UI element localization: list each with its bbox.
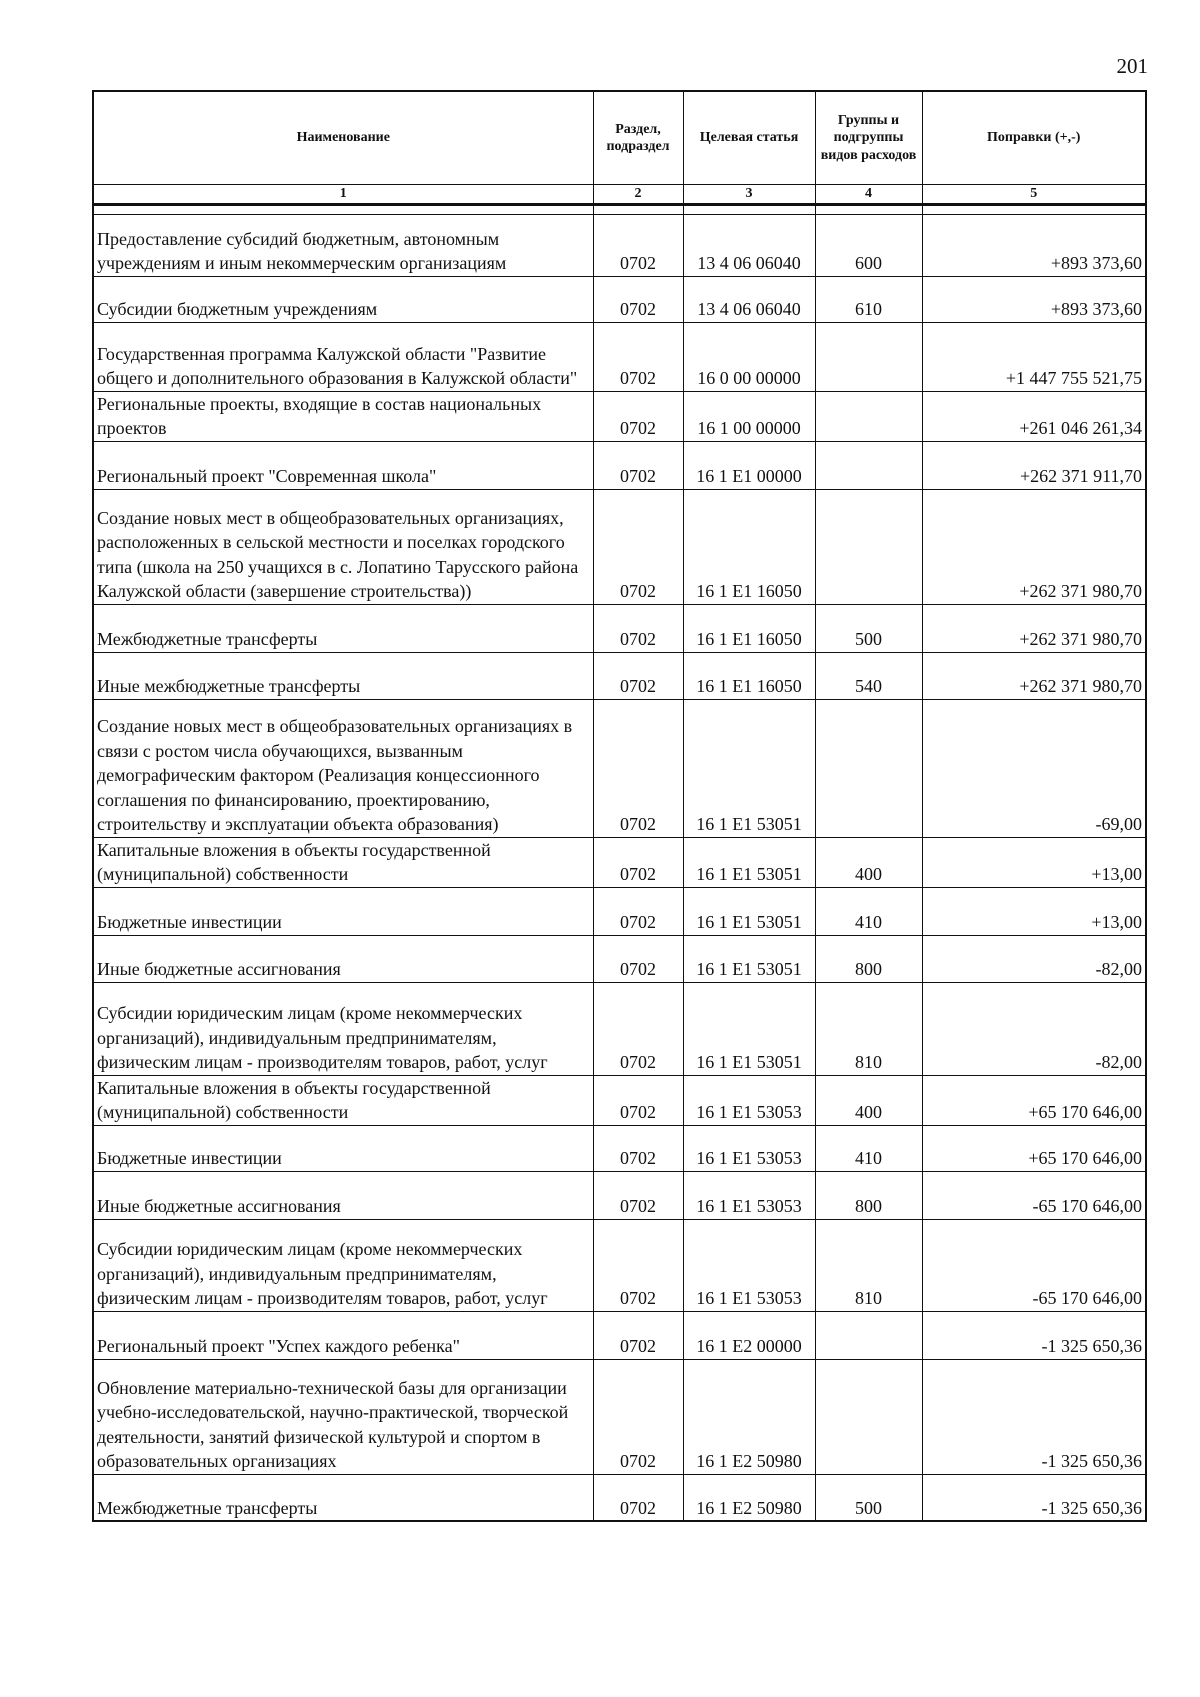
row-section: 0702 bbox=[593, 1359, 683, 1474]
table-row bbox=[93, 1125, 1146, 1171]
table-row bbox=[93, 322, 1146, 391]
row-amount: +261 046 261,34 bbox=[922, 391, 1146, 441]
row-group: 800 bbox=[815, 1171, 922, 1219]
row-amount: -1 325 650,36 bbox=[922, 1474, 1146, 1521]
row-group: 800 bbox=[815, 935, 922, 982]
row-amount: +65 170 646,00 bbox=[922, 1125, 1146, 1171]
row-article: 16 1 E1 53051 bbox=[683, 837, 815, 887]
row-amount: +893 373,60 bbox=[922, 214, 1146, 276]
table-row bbox=[93, 935, 1146, 982]
row-article: 16 0 00 00000 bbox=[683, 322, 815, 391]
row-group: 410 bbox=[815, 887, 922, 935]
table-row bbox=[93, 441, 1146, 489]
row-name: Межбюджетные трансферты bbox=[93, 604, 593, 652]
row-article: 16 1 E1 53051 bbox=[683, 935, 815, 982]
row-article: 16 1 E2 00000 bbox=[683, 1311, 815, 1359]
row-amount: +262 371 980,70 bbox=[922, 489, 1146, 604]
row-group bbox=[815, 441, 922, 489]
row-section: 0702 bbox=[593, 699, 683, 837]
row-group bbox=[815, 489, 922, 604]
row-group bbox=[815, 322, 922, 391]
table-row bbox=[93, 489, 1146, 604]
row-name: Бюджетные инвестиции bbox=[93, 887, 593, 935]
row-section: 0702 bbox=[593, 1125, 683, 1171]
row-amount: -82,00 bbox=[922, 982, 1146, 1075]
row-amount: -65 170 646,00 bbox=[922, 1219, 1146, 1311]
row-section: 0702 bbox=[593, 935, 683, 982]
row-group bbox=[815, 699, 922, 837]
row-article: 16 1 00 00000 bbox=[683, 391, 815, 441]
table-row bbox=[93, 1219, 1146, 1311]
table-row bbox=[93, 1311, 1146, 1359]
row-name: Бюджетные инвестиции bbox=[93, 1125, 593, 1171]
row-section: 0702 bbox=[593, 652, 683, 699]
row-section: 0702 bbox=[593, 322, 683, 391]
column-number: 5 bbox=[922, 185, 1146, 205]
column-number: 4 bbox=[815, 185, 922, 205]
row-amount: -65 170 646,00 bbox=[922, 1171, 1146, 1219]
row-group: 400 bbox=[815, 1075, 922, 1125]
row-section: 0702 bbox=[593, 604, 683, 652]
row-name: Обновление материально-технической базы для организации учебно-исследовательской, научно-практической, творческой деятельности, занятий физической культурой и спортом в образовательных организациях bbox=[93, 1359, 593, 1474]
column-number-row bbox=[93, 185, 1146, 205]
row-section: 0702 bbox=[593, 1075, 683, 1125]
budget-amendments-table bbox=[92, 90, 1147, 1522]
table-row bbox=[93, 214, 1146, 276]
column-number: 1 bbox=[93, 185, 593, 205]
table-row bbox=[93, 1075, 1146, 1125]
row-article: 13 4 06 06040 bbox=[683, 214, 815, 276]
row-group: 810 bbox=[815, 982, 922, 1075]
row-amount: -69,00 bbox=[922, 699, 1146, 837]
row-group: 500 bbox=[815, 604, 922, 652]
row-amount: +262 371 980,70 bbox=[922, 604, 1146, 652]
row-group: 500 bbox=[815, 1474, 922, 1521]
row-section: 0702 bbox=[593, 837, 683, 887]
header-article: Целевая статья bbox=[683, 91, 815, 185]
table-header-row bbox=[93, 91, 1146, 185]
row-name: Иные межбюджетные трансферты bbox=[93, 652, 593, 699]
row-amount: +262 371 980,70 bbox=[922, 652, 1146, 699]
row-name: Государственная программа Калужской области "Развитие общего и дополнительного образования в Калужской области" bbox=[93, 322, 593, 391]
row-group: 600 bbox=[815, 214, 922, 276]
row-article: 16 1 E1 00000 bbox=[683, 441, 815, 489]
row-name: Иные бюджетные ассигнования bbox=[93, 935, 593, 982]
row-name: Субсидии бюджетным учреждениям bbox=[93, 276, 593, 322]
row-amount: +262 371 911,70 bbox=[922, 441, 1146, 489]
row-article: 13 4 06 06040 bbox=[683, 276, 815, 322]
row-amount: +65 170 646,00 bbox=[922, 1075, 1146, 1125]
header-groups: Группы и подгруппы видов расходов bbox=[815, 91, 922, 185]
row-article: 16 1 E1 53051 bbox=[683, 982, 815, 1075]
row-name: Региональный проект "Успех каждого ребенка" bbox=[93, 1311, 593, 1359]
row-group bbox=[815, 391, 922, 441]
row-amount: +1 447 755 521,75 bbox=[922, 322, 1146, 391]
row-article: 16 1 E2 50980 bbox=[683, 1359, 815, 1474]
row-section: 0702 bbox=[593, 214, 683, 276]
row-name: Создание новых мест в общеобразовательных организациях, расположенных в сельской местности и поселках городского типа (школа на 250 учащихся в с. Лопатино Тарусского района Калужской области (завершение строительства)) bbox=[93, 489, 593, 604]
row-name: Субсидии юридическим лицам (кроме некоммерческих организаций), индивидуальным предпринимателям, физическим лицам - производителям товаров, работ, услуг bbox=[93, 982, 593, 1075]
row-amount: -1 325 650,36 bbox=[922, 1311, 1146, 1359]
row-article: 16 1 E2 50980 bbox=[683, 1474, 815, 1521]
table-row bbox=[93, 1474, 1146, 1521]
row-amount: +13,00 bbox=[922, 887, 1146, 935]
row-section: 0702 bbox=[593, 441, 683, 489]
row-section: 0702 bbox=[593, 1219, 683, 1311]
row-article: 16 1 E1 53053 bbox=[683, 1125, 815, 1171]
table-row bbox=[93, 982, 1146, 1075]
row-name: Региональный проект "Современная школа" bbox=[93, 441, 593, 489]
table-row bbox=[93, 837, 1146, 887]
row-name: Создание новых мест в общеобразовательных организациях в связи с ростом числа обучающихся, вызванным демографическим фактором (Реализация концессионного соглашения по финансированию, проектированию, строительству и эксплуатации объекта образования) bbox=[93, 699, 593, 837]
row-group: 810 bbox=[815, 1219, 922, 1311]
table-row bbox=[93, 604, 1146, 652]
row-section: 0702 bbox=[593, 276, 683, 322]
row-name: Региональные проекты, входящие в состав национальных проектов bbox=[93, 391, 593, 441]
row-article: 16 1 E1 53053 bbox=[683, 1219, 815, 1311]
row-section: 0702 bbox=[593, 887, 683, 935]
row-article: 16 1 E1 16050 bbox=[683, 652, 815, 699]
table-row bbox=[93, 276, 1146, 322]
row-article: 16 1 E1 16050 bbox=[683, 604, 815, 652]
row-amount: +13,00 bbox=[922, 837, 1146, 887]
row-name: Иные бюджетные ассигнования bbox=[93, 1171, 593, 1219]
row-group: 400 bbox=[815, 837, 922, 887]
row-group bbox=[815, 1359, 922, 1474]
row-section: 0702 bbox=[593, 489, 683, 604]
row-name: Субсидии юридическим лицам (кроме некоммерческих организаций), индивидуальным предпринимателям, физическим лицам - производителям товаров, работ, услуг bbox=[93, 1219, 593, 1311]
column-number: 3 bbox=[683, 185, 815, 205]
header-section: Раздел, подраздел bbox=[593, 91, 683, 185]
table-row bbox=[93, 652, 1146, 699]
header-name: Наименование bbox=[93, 91, 593, 185]
page-number: 201 bbox=[1116, 54, 1148, 78]
row-amount: +893 373,60 bbox=[922, 276, 1146, 322]
header-amendments: Поправки (+,-) bbox=[922, 91, 1146, 185]
column-number: 2 bbox=[593, 185, 683, 205]
row-name: Капитальные вложения в объекты государственной (муниципальной) собственности bbox=[93, 1075, 593, 1125]
table-row bbox=[93, 699, 1146, 837]
row-section: 0702 bbox=[593, 1171, 683, 1219]
table-row bbox=[93, 391, 1146, 441]
row-group: 610 bbox=[815, 276, 922, 322]
table-row bbox=[93, 1171, 1146, 1219]
row-name: Межбюджетные трансферты bbox=[93, 1474, 593, 1521]
row-amount: -1 325 650,36 bbox=[922, 1359, 1146, 1474]
row-section: 0702 bbox=[593, 982, 683, 1075]
row-section: 0702 bbox=[593, 1474, 683, 1521]
row-group: 540 bbox=[815, 652, 922, 699]
row-article: 16 1 E1 53051 bbox=[683, 699, 815, 837]
row-article: 16 1 E1 53053 bbox=[683, 1075, 815, 1125]
row-name: Капитальные вложения в объекты государственной (муниципальной) собственности bbox=[93, 837, 593, 887]
row-group bbox=[815, 1311, 922, 1359]
row-article: 16 1 E1 53053 bbox=[683, 1171, 815, 1219]
row-name: Предоставление субсидий бюджетным, автономным учреждениям и иным некоммерческим организациям bbox=[93, 214, 593, 276]
row-section: 0702 bbox=[593, 391, 683, 441]
row-section: 0702 bbox=[593, 1311, 683, 1359]
table-row bbox=[93, 1359, 1146, 1474]
row-article: 16 1 E1 16050 bbox=[683, 489, 815, 604]
row-amount: -82,00 bbox=[922, 935, 1146, 982]
table-row bbox=[93, 887, 1146, 935]
row-article: 16 1 E1 53051 bbox=[683, 887, 815, 935]
row-group: 410 bbox=[815, 1125, 922, 1171]
spacer-row bbox=[93, 204, 1146, 214]
